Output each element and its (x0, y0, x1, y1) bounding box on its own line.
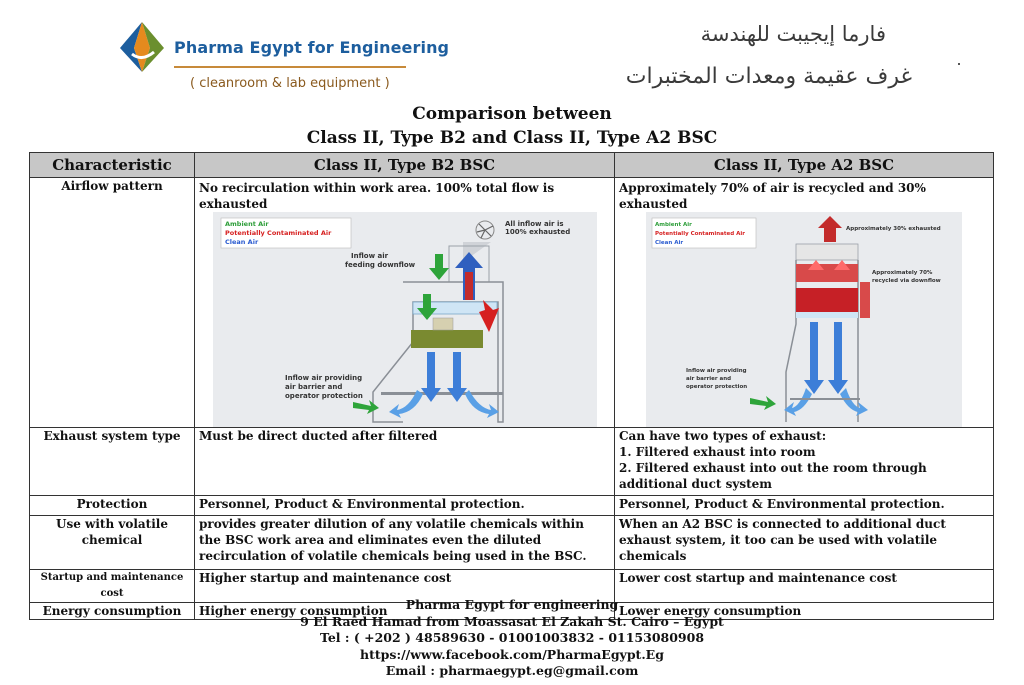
a2-legend-ambient: Ambient Air (655, 222, 692, 228)
cell-cost-b2: Higher startup and maintenance cost (195, 570, 615, 603)
arabic-brand-name: فارما إيجيبت للهندسة (700, 22, 886, 46)
exhaust-a2-line3: 2. Filtered exhaust into out the room through additional duct system (619, 461, 927, 491)
cell-airflow-a2 (615, 178, 994, 428)
brand-tagline: ( cleanroom & lab equipment ) (190, 76, 390, 91)
page-title-line1: Comparison between (412, 104, 612, 124)
brand-divider (174, 66, 406, 68)
a2-exhaust-label: Approximately 30% exhausted (846, 226, 941, 232)
b2-feed-label-1: Inflow air (350, 252, 388, 260)
b2-exhaust-label-2: 100% exhausted (504, 228, 570, 236)
comparison-table (29, 152, 994, 620)
contact-footer (0, 597, 1024, 680)
b2-legend-clean: Clean Air (224, 238, 258, 246)
a2-legend-clean: Clean Air (655, 240, 684, 246)
b2-legend-contaminated: Potentially Contaminated Air (224, 229, 331, 237)
logo-mark-icon (112, 18, 170, 76)
airflow-b2-text: No recirculation within work area. 100% total flow is exhausted (199, 181, 555, 211)
cell-exhaust-a2 (615, 428, 994, 496)
footer-company: Pharma Egypt for engineering (405, 597, 619, 612)
a2-recycle-label-1: Approximately 70% (872, 270, 933, 276)
cell-cost-a2: Lower cost startup and maintenance cost (615, 570, 994, 603)
row-label-exhaust: Exhaust system type (30, 428, 195, 496)
b2-inflow-label-3: operator protection (284, 392, 363, 400)
row-label-energy: Energy consumption (30, 603, 195, 620)
header-b2: Class II, Type B2 BSC (195, 153, 615, 178)
a2-inflow-label-3: operator protection (686, 384, 748, 390)
table-row-exhaust (30, 428, 994, 496)
header-characteristic: Characteristic (30, 153, 195, 178)
footer-tel: Tel : ( +202 ) 48589630 - 01001003832 - 01153080908 (319, 630, 705, 645)
exhaust-a2-line1: Can have two types of exhaust: (619, 429, 827, 443)
row-label-cost: Startup and maintenance cost (30, 570, 195, 603)
cell-protection-b2: Personnel, Product & Environmental protection. (195, 496, 615, 516)
cell-protection-a2: Personnel, Product & Environmental protection. (615, 496, 994, 516)
cell-volatile-a2: When an A2 BSC is connected to additional duct exhaust system, it too can be used with volatile chemicals (615, 516, 994, 570)
cell-energy-a2: Lower energy consumption (615, 603, 994, 620)
table-row-protection (30, 496, 994, 516)
airflow-a2-text: Approximately 70% of air is recycled and 30% exhausted (619, 181, 926, 211)
exhaust-a2-line2: 1. Filtered exhaust into room (619, 445, 816, 459)
cell-exhaust-b2: Must be direct ducted after filtered (195, 428, 615, 496)
arabic-tagline: غرف عقيمة ومعدات المختبرات (625, 64, 912, 89)
table-row-airflow (30, 178, 994, 428)
row-label-airflow: Airflow pattern (30, 178, 195, 428)
b2-feed-label-2: feeding downflow (344, 261, 415, 269)
table-header-row (30, 153, 994, 178)
a2-recycle-label-2: recycled via downflow (872, 278, 941, 284)
footer-facebook-link[interactable]: https://www.facebook.com/PharmaEgypt.Eg (360, 646, 664, 662)
row-label-volatile: Use with volatile chemical (30, 516, 195, 570)
b2-legend-ambient: Ambient Air (224, 220, 269, 228)
cell-volatile-b2: provides greater dilution of any volatile chemicals within the BSC work area and eliminates even the diluted recirculation of volatile chemicals being used in the BSC. (195, 516, 615, 570)
footer-email[interactable]: Email : pharmaegypt.eg@gmail.com (385, 663, 639, 678)
cell-airflow-b2 (195, 178, 615, 428)
a2-airflow-diagram (646, 212, 962, 427)
b2-exhaust-label-1: All inflow air is (504, 220, 564, 228)
table-row-volatile (30, 516, 994, 570)
b2-airflow-diagram (213, 212, 597, 427)
b2-inflow-label-2: air barrier and (284, 383, 342, 391)
company-logo (112, 18, 450, 98)
page-title-line2: Class II, Type B2 and Class II, Type A2 BSC (306, 128, 718, 148)
a2-inflow-label-1: Inflow air providing (686, 368, 747, 374)
header-a2: Class II, Type A2 BSC (615, 153, 994, 178)
a2-inflow-label-2: air barrier and (686, 376, 732, 382)
row-label-protection: Protection (30, 496, 195, 516)
a2-legend-contaminated: Potentially Contaminated Air (655, 231, 745, 237)
brand-name: Pharma Egypt for Engineering (174, 38, 450, 57)
b2-inflow-label-1: Inflow air providing (284, 374, 362, 382)
decorative-dot (958, 63, 960, 65)
footer-address: 9 El Raed Hamad from Moassasat El Zakah St. Cairo – Egypt (300, 613, 724, 629)
cell-energy-b2: Higher energy consumption (195, 603, 615, 620)
